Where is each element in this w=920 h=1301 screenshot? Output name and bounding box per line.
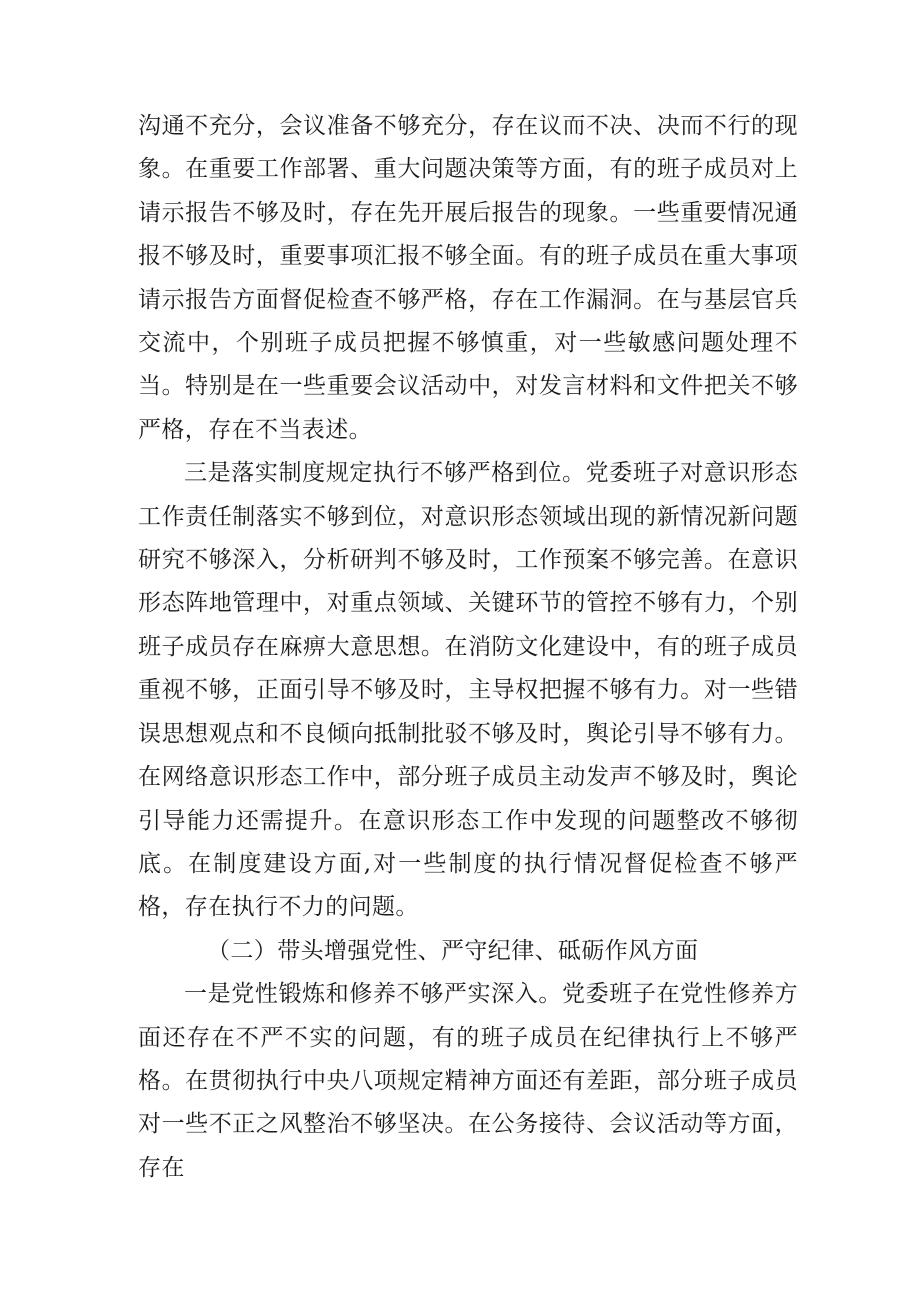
paragraph-point-one: 一是党性锻炼和修养不够严实深入。党委班子在党性修养方面还存在不严不实的问题，有的班子成员在纪律执行上不够严格。在贯彻执行中央八项规定精神方面还有差距，部分班子成员对一些不正之风整治不够坚决。在公务接待、会议活动等方面，存在: [138, 981, 798, 1181]
paragraph-continuation: 沟通不充分，会议准备不够充分，存在议而不决、决而不行的现象。在重要工作部署、重大问题决策等方面，有的班子成员对上请示报告不够及时，存在先开展后报告的现象。一些重要情况通报不够及时，重要事项汇报不够全面。有的班子成员在重大事项请示报告方面督促检查不够严格，存在工作漏洞。在与基层官兵交流中，个别班子成员把握不够慎重，对一些敏感问题处理不当。特别是在一些重要会议活动中，对发言材料和文件把关不够严格，存在不当表述。: [138, 113, 798, 443]
paragraph-point-three: 三是落实制度规定执行不够严格到位。党委班子对意识形态工作责任制落实不够到位，对意识形态领域出现的新情况新问题研究不够深入，分析研判不够及时，工作预案不够完善。在意识形态阵地管理中，对重点领域、关键环节的管控不够有力，个别班子成员存在麻痹大意思想。在消防文化建设中，有的班子成员重视不够，正面引导不够及时，主导权把握不够有力。对一些错误思想观点和不良倾向抵制批驳不够及时，舆论引导不够有力。在网络意识形态工作中，部分班子成员主动发声不够及时，舆论引导能力还需提升。在意识形态工作中发现的问题整改不够彻底。在制度建设方面,对一些制度的执行情况督促检查不够严格，存在执行不力的问题。: [138, 460, 798, 921]
document-body: [138, 105, 798, 1190]
section-heading: （二）带头增强党性、严守纪律、砥砺作风方面: [207, 937, 699, 964]
